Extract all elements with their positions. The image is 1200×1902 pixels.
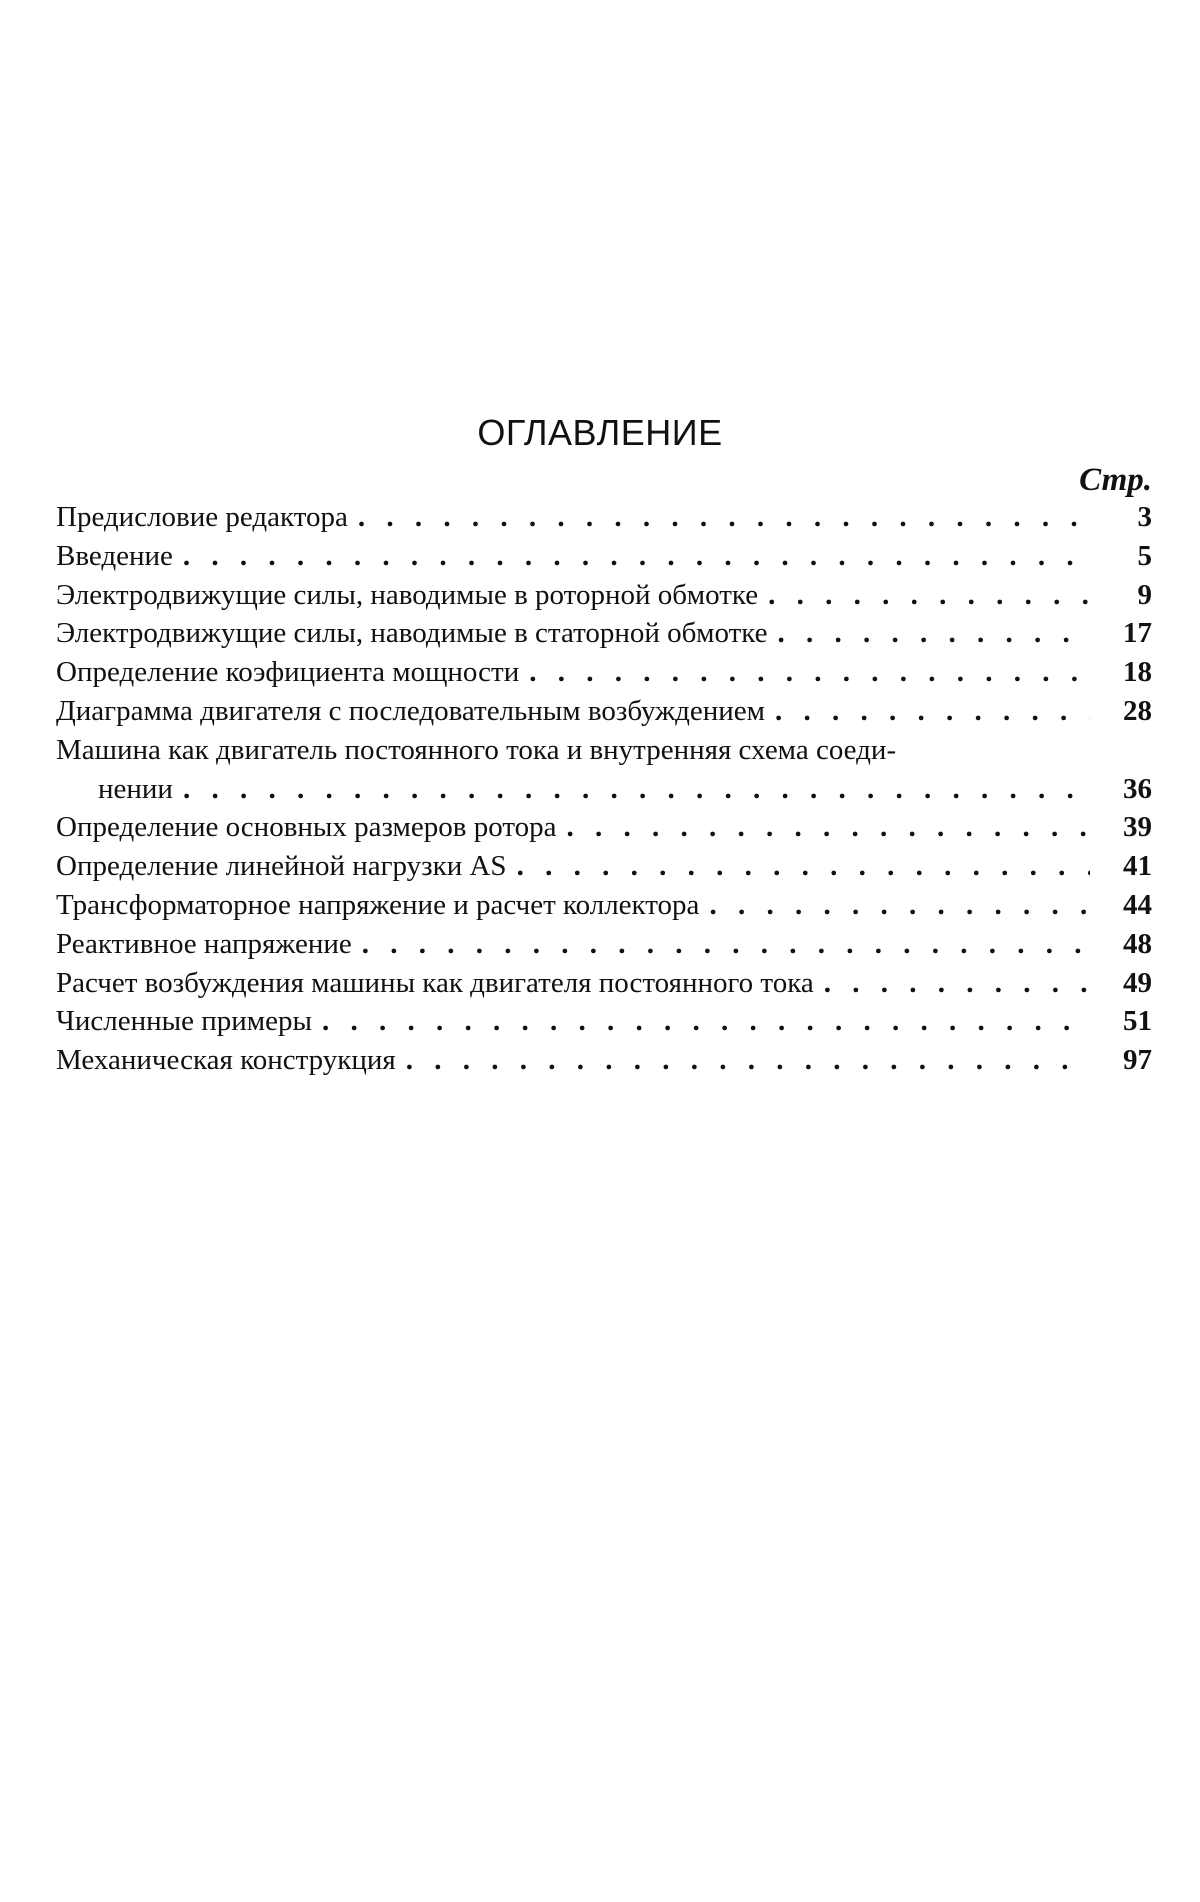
toc-entry-page: 51 xyxy=(1123,1005,1152,1038)
toc-entry-page: 36 xyxy=(1123,772,1152,805)
toc-entry-text: Определение линейной нагрузки AS xyxy=(56,850,507,883)
toc-entry-text: Реактивное напряжение xyxy=(56,927,352,960)
dot-leader xyxy=(183,537,1090,576)
toc-entry-text: Машина как двигатель постоянного тока и внутренняя схема соеди- xyxy=(56,733,897,766)
dot-leader xyxy=(824,964,1090,1003)
dot-leader xyxy=(709,886,1090,925)
toc-entry-preface[interactable] xyxy=(56,498,1152,537)
toc-entry-page: 17 xyxy=(1123,617,1152,650)
toc-entry-page: 48 xyxy=(1123,927,1152,960)
toc-entry-page: 28 xyxy=(1123,694,1152,727)
toc-entry-text: Численные примеры xyxy=(56,1005,312,1038)
toc-entry-text: Предисловие редактора xyxy=(56,501,348,533)
dot-leader xyxy=(778,614,1090,653)
toc-entry-stator-emf[interactable] xyxy=(56,614,1152,653)
toc-entry-rotor-dimensions[interactable] xyxy=(56,808,1152,847)
toc-entry-linear-load[interactable] xyxy=(56,847,1152,886)
toc-entry-text: Электродвижущие силы, наводимые в роторной обмотке xyxy=(56,578,759,611)
toc-entry-page: 97 xyxy=(1123,1044,1152,1077)
toc-entry-page: 49 xyxy=(1123,966,1152,999)
toc-entry-text: Введение xyxy=(56,539,173,572)
toc-entry-text: нении xyxy=(98,772,173,805)
toc-entry-mechanical-design[interactable] xyxy=(56,1041,1152,1080)
toc-entry-series-motor-diagram[interactable] xyxy=(56,692,1152,731)
toc-entry-page: 9 xyxy=(1137,578,1152,611)
toc-entry-dc-motor-line1[interactable] xyxy=(56,731,1152,770)
toc-entry-reactive-voltage[interactable] xyxy=(56,925,1152,964)
toc-entry-text: Трансформаторное напряжение и расчет коллектора xyxy=(56,888,700,921)
dot-leader xyxy=(362,925,1090,964)
toc-entry-commutator[interactable] xyxy=(56,886,1152,925)
toc-entry-page: 5 xyxy=(1137,539,1152,572)
dot-leader xyxy=(768,576,1090,615)
dot-leader xyxy=(775,692,1090,731)
toc-entry-text: Расчет возбуждения машины как двигателя постоянного тока xyxy=(56,966,814,999)
dot-leader xyxy=(358,498,1090,537)
toc-entry-text: Определение основных размеров ротора xyxy=(56,811,557,844)
toc-entry-rotor-emf[interactable] xyxy=(56,576,1152,615)
toc-entry-text: Определение коэфициента мощности xyxy=(56,656,520,689)
toc-entry-power-factor[interactable] xyxy=(56,653,1152,692)
dot-leader xyxy=(567,808,1090,847)
dot-leader xyxy=(406,1041,1090,1080)
toc-entry-text: Электродвижущие силы, наводимые в статорной обмотке xyxy=(56,617,768,650)
toc-entry-dc-motor-line2[interactable] xyxy=(56,770,1152,809)
toc-entry-introduction[interactable] xyxy=(56,537,1152,576)
page-column-label: Стр. xyxy=(1079,462,1152,498)
toc-entry-page: 3 xyxy=(1137,501,1152,533)
toc-entry-excitation[interactable] xyxy=(56,964,1152,1003)
toc-entry-text: Механическая конструкция xyxy=(56,1044,396,1077)
page-title: ОГЛАВЛЕНИЕ xyxy=(477,412,723,453)
toc-entry-page: 44 xyxy=(1123,888,1152,921)
toc-entry-page: 41 xyxy=(1123,850,1152,883)
dot-leader xyxy=(517,847,1090,886)
toc-entry-page: 39 xyxy=(1123,811,1152,844)
table-of-contents xyxy=(56,498,1152,1080)
toc-entry-numerical-examples[interactable] xyxy=(56,1002,1152,1041)
dot-leader xyxy=(529,653,1090,692)
toc-entry-text: Диаграмма двигателя с последовательным возбуждением xyxy=(56,694,766,727)
dot-leader xyxy=(183,770,1090,809)
dot-leader xyxy=(322,1002,1090,1041)
toc-entry-page: 18 xyxy=(1123,656,1152,689)
